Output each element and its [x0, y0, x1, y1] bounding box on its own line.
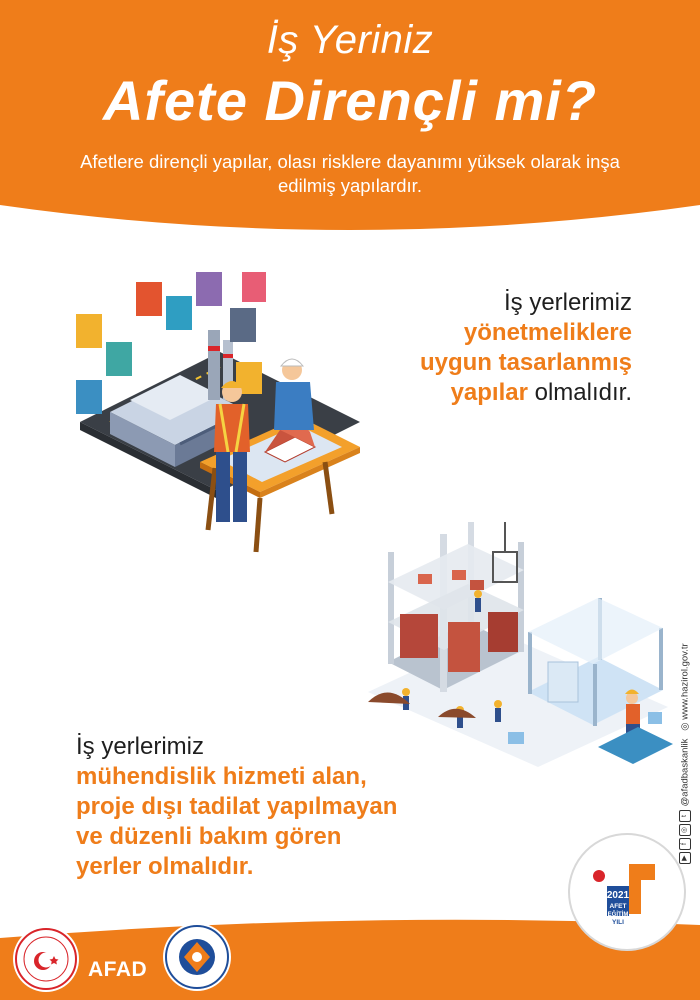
section1-line3: uygun tasarlanmış	[419, 349, 632, 376]
section2-line4: ve düzenli bakım gören	[76, 823, 342, 850]
section1-line1: İş yerlerimiz	[503, 289, 632, 316]
social-sidebar-text	[679, 635, 691, 865]
section1-line2: yönetmeliklere	[463, 319, 632, 346]
section2-line5: yerler olmalıdır.	[76, 853, 254, 880]
section1-text	[420, 288, 632, 408]
website-link[interactable]: www.hazirol.gov.tr	[679, 643, 691, 720]
afet-egitim-yili-badge	[567, 832, 687, 952]
globe-icon: ◎	[679, 722, 691, 731]
youtube-icon[interactable]: ▶	[679, 852, 691, 864]
social-handle[interactable]: @afadbaskanlik	[679, 738, 691, 807]
instagram-icon[interactable]: ◎	[679, 824, 691, 836]
section2-text	[76, 732, 397, 882]
section2-line1: İş yerlerimiz	[76, 733, 205, 760]
social-sidebar	[677, 635, 695, 865]
section2-line3: proje dışı tadilat yapılmayan	[76, 793, 398, 820]
badge-line1: AFET	[609, 903, 627, 910]
tobb-logo	[162, 922, 232, 992]
section1-line4	[420, 378, 632, 408]
facebook-icon[interactable]: f	[679, 838, 691, 850]
header-subtitle: Afetlere dirençli yapılar, olası risklere dayanımı yüksek olarak inşa edilmiş yapılardır.	[80, 151, 620, 196]
title-line-2: Afete Dirençli mi?	[102, 69, 598, 132]
ministry-seal	[12, 925, 80, 993]
badge-line2: EĞİTİM	[607, 912, 629, 918]
section1-line4-bold: yapılar	[450, 379, 528, 406]
factory-illustration	[70, 262, 370, 562]
construction-illustration	[348, 522, 678, 772]
section1-line4-rest: olmalıdır.	[527, 379, 632, 406]
badge-line3: YILI	[612, 919, 624, 926]
title-line-1: İş Yeriniz	[266, 18, 434, 62]
twitter-icon[interactable]: t	[679, 810, 691, 822]
badge-year: 2021	[606, 890, 630, 901]
section2-line2: mühendislik hizmeti alan,	[76, 763, 367, 790]
afad-logo: AFAD	[88, 958, 148, 981]
